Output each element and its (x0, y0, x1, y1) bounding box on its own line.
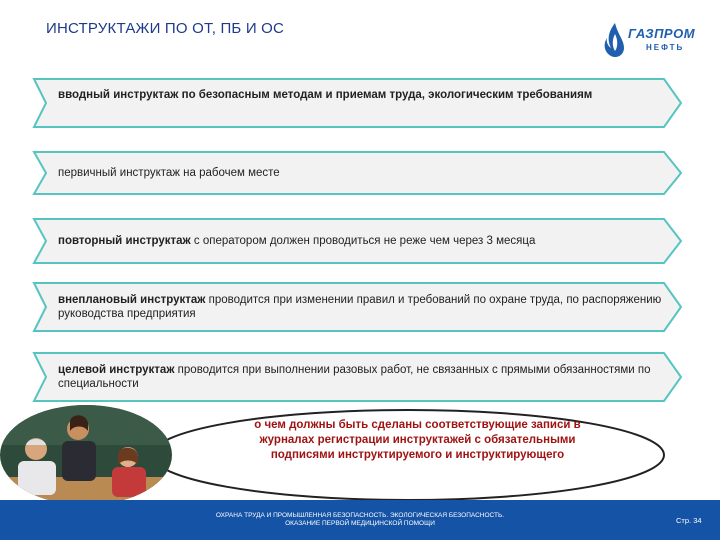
classroom-photo (0, 405, 172, 505)
note-text: о чем должны быть сделаны соответствующие записи в журналах регистрации инструктажей с обязательными подписями инструктируемого и инструктирующего (254, 419, 581, 461)
page-title: ИНСТРУКТАЖИ ПО ОТ, ПБ И ОС (46, 20, 285, 37)
footer-text (180, 512, 540, 528)
item-text: целевой инструктаж проводится при выполнении разовых работ, не связанных с прямыми обязанностями по специальности (58, 364, 651, 390)
instruction-item-repeated (0, 218, 720, 264)
item-text: повторный инструктаж с оператором должен проводиться не реже чем через 3 месяца (58, 235, 536, 247)
arrow-shape (0, 78, 720, 128)
footer-line-2: ОКАЗАНИЕ ПЕРВОЙ МЕДИЦИНСКОЙ ПОМОЩИ (285, 520, 435, 527)
item-text: внеплановый инструктаж проводится при изменении правил и требований по охране труда, по распоряжению руководства предприятия (58, 294, 662, 320)
page-number: Стр. 34 (676, 516, 702, 525)
logo-sub: НЕФТЬ (646, 43, 685, 52)
instruction-item-unscheduled (0, 282, 720, 332)
footer-line-1: ОХРАНА ТРУДА И ПРОМЫШЛЕННАЯ БЕЗОПАСНОСТЬ. ЭКОЛОГИЧЕСКАЯ БЕЗОПАСНОСТЬ. (215, 512, 505, 519)
instruction-item-introductory (0, 78, 720, 128)
item-text: вводный инструктаж по безопасным методам и приемам труда, экологическим требованиям (58, 89, 593, 101)
gazprom-neft-logo (600, 20, 715, 62)
logo-name: ГАЗПРОМ (628, 26, 696, 41)
flame-icon (600, 20, 630, 62)
item-text: первичный инструктаж на рабочем месте (58, 167, 280, 179)
instruction-item-primary (0, 151, 720, 195)
instruction-item-targeted (0, 352, 720, 402)
